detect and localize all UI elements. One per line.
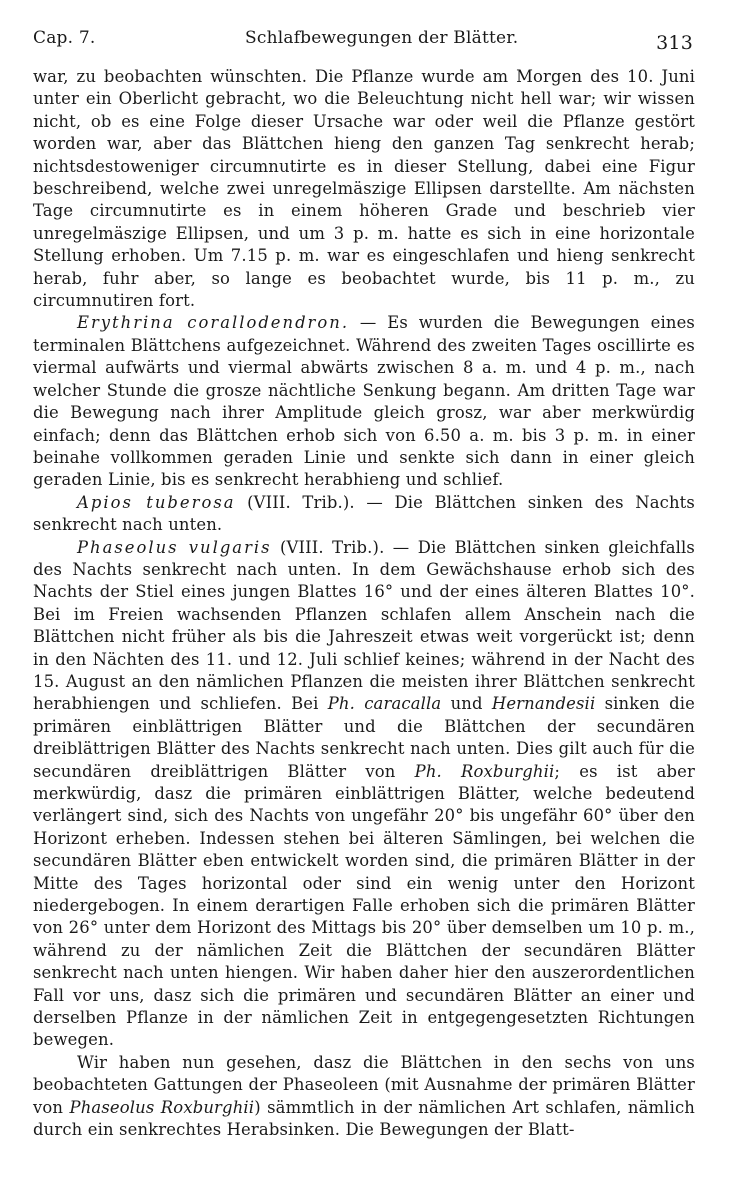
paragraph: [33, 537, 695, 1052]
text-run: (VIII. Trib.). — Die Blättchen sinken des Nachts senkrecht nach unten.: [33, 492, 695, 535]
italic-name: Ph. Roxburghii: [414, 761, 555, 781]
species-name: Apios tuberosa: [77, 492, 236, 512]
italic-name: Ph. caracalla: [327, 694, 442, 714]
text-run: ) sämmtlich in der nämlichen Art schlafen, nämlich durch ein senkrechtes Herabsinken. Die Bewegungen der Blatt-: [33, 1097, 696, 1140]
italic-name: Phaseolus Roxburghii: [69, 1097, 255, 1117]
paragraph: [33, 492, 695, 537]
paragraph: [33, 66, 695, 312]
text-run: Wir haben nun gesehen, dasz die Blättchen in den sechs von uns beobachteten Gattungen der Phaseoleen (mit Ausnahme der primären Blätter von: [33, 1052, 695, 1117]
running-title: Schlafbewegungen der Blätter.: [245, 28, 519, 48]
chapter-label: Cap. 7.: [33, 28, 96, 48]
paragraph: [33, 1052, 695, 1142]
page-header: [33, 26, 693, 56]
text-run: (VIII. Trib.). — Die Blättchen sinken gleichfalls des Nachts senkrecht nach unten. In dem Gewächshause erhob sich des Nachts der Stiel eines jungen Blattes 16° und der eines älteren Blattes 10°. Bei im Freien wachsenden Pflanzen schlafen allem Anschein nach die Blättchen nicht früher als bis die Jahreszeit etwas weit vorgerückt ist; denn in den Nächten des 11. und 12. Juli schlief keines; während in der Nacht des 15. August an den nämlichen Pflanzen die meisten ihrer Blättchen senkrecht herabhiengen und schliefen. Bei: [33, 537, 695, 714]
page-number: 313: [656, 32, 693, 54]
text-run: sinken die primären einblättrigen Blätter und die Blättchen der secundären dreiblättrigen Blätter des Nachts senkrecht nach unten. Dies gilt auch für die secundären dreiblättrigen Blätter von: [33, 694, 695, 781]
paragraph: [33, 312, 695, 491]
text-run: war, zu beobachten wünschten. Die Pflanze wurde am Morgen des 10. Juni unter ein Oberlicht gebracht, wo die Beleuchtung nicht hell war; wir wissen nicht, ob es eine Folge dieser Ursache war oder weil die Pflanze gestört worden war, aber das Blättchen hieng den ganzen Tag senkrecht herab; nichtsdestoweniger circumnutirte es in dieser Stellung, dabei eine Figur beschreibend, welche zwei unregelmäszige Ellipsen darstellte. Am nächsten Tage circumnutirte es in einem höheren Grade und beschrieb vier unregelmäszige Ellipsen, und um 3 p. m. hatte es sich in eine horizontale Stellung erhoben. Um 7.15 p. m. war es eingeschlafen und hieng senkrecht herab, fuhr aber, so lange es beobachtet wurde, bis 11 p. m., zu circumnutiren fort.: [33, 67, 695, 311]
species-name: Erythrina corallodendron.: [77, 313, 350, 333]
text-run: — Es wurden die Bewegungen eines terminalen Blättchens aufgezeichnet. Während des zweiten Tages oscillirte es viermal aufwärts und viermal abwärts zwischen 8 a. m. und 4 p. m., nach welcher Stunde die grosze nächtliche Senkung begann. Am dritten Tage war die Bewegung nach ihrer Amplitude gleich grosz, war aber merkwürdig einfach; denn das Blättchen erhob sich von 6.50 a. m. bis 3 p. m. in einer beinahe vollkommen geraden Linie und senkte sich dann in einer gleich geraden Linie, bis es senkrecht herabhieng und schlief.: [33, 313, 695, 490]
text-run: ; es ist aber merkwürdig, dasz die primären einblättrigen Blätter, welche bedeutend verlängert sind, sich des Nachts von ungefähr 20° bis ungefähr 60° über den Horizont erheben. Indessen stehen bei älteren Sämlingen, bei welchen die secundären Blätter eben entwickelt worden sind, die primären Blätter in der Mitte des Tages horizontal oder sind ein wenig unter den Horizont niedergebogen. In einem derartigen Falle erhoben sich die primären Blätter von 26° unter dem Horizont des Mittags bis 20° über demselben um 10 p. m., während zu der nämlichen Zeit die Blättchen der secundären Blätter senkrecht nach unten hiengen. Wir haben daher hier den auszerordentlichen Fall vor uns, dasz sich die primären und secundären Blätter an einer und derselben Pflanze in der nämlichen Zeit in entgegengesetzten Richtungen bewegen.: [33, 761, 695, 1050]
text-run: und: [441, 694, 492, 714]
species-name: Phaseolus vulgaris: [77, 537, 272, 557]
page-body: [33, 66, 695, 1142]
italic-name: Hernandesii: [491, 694, 596, 714]
